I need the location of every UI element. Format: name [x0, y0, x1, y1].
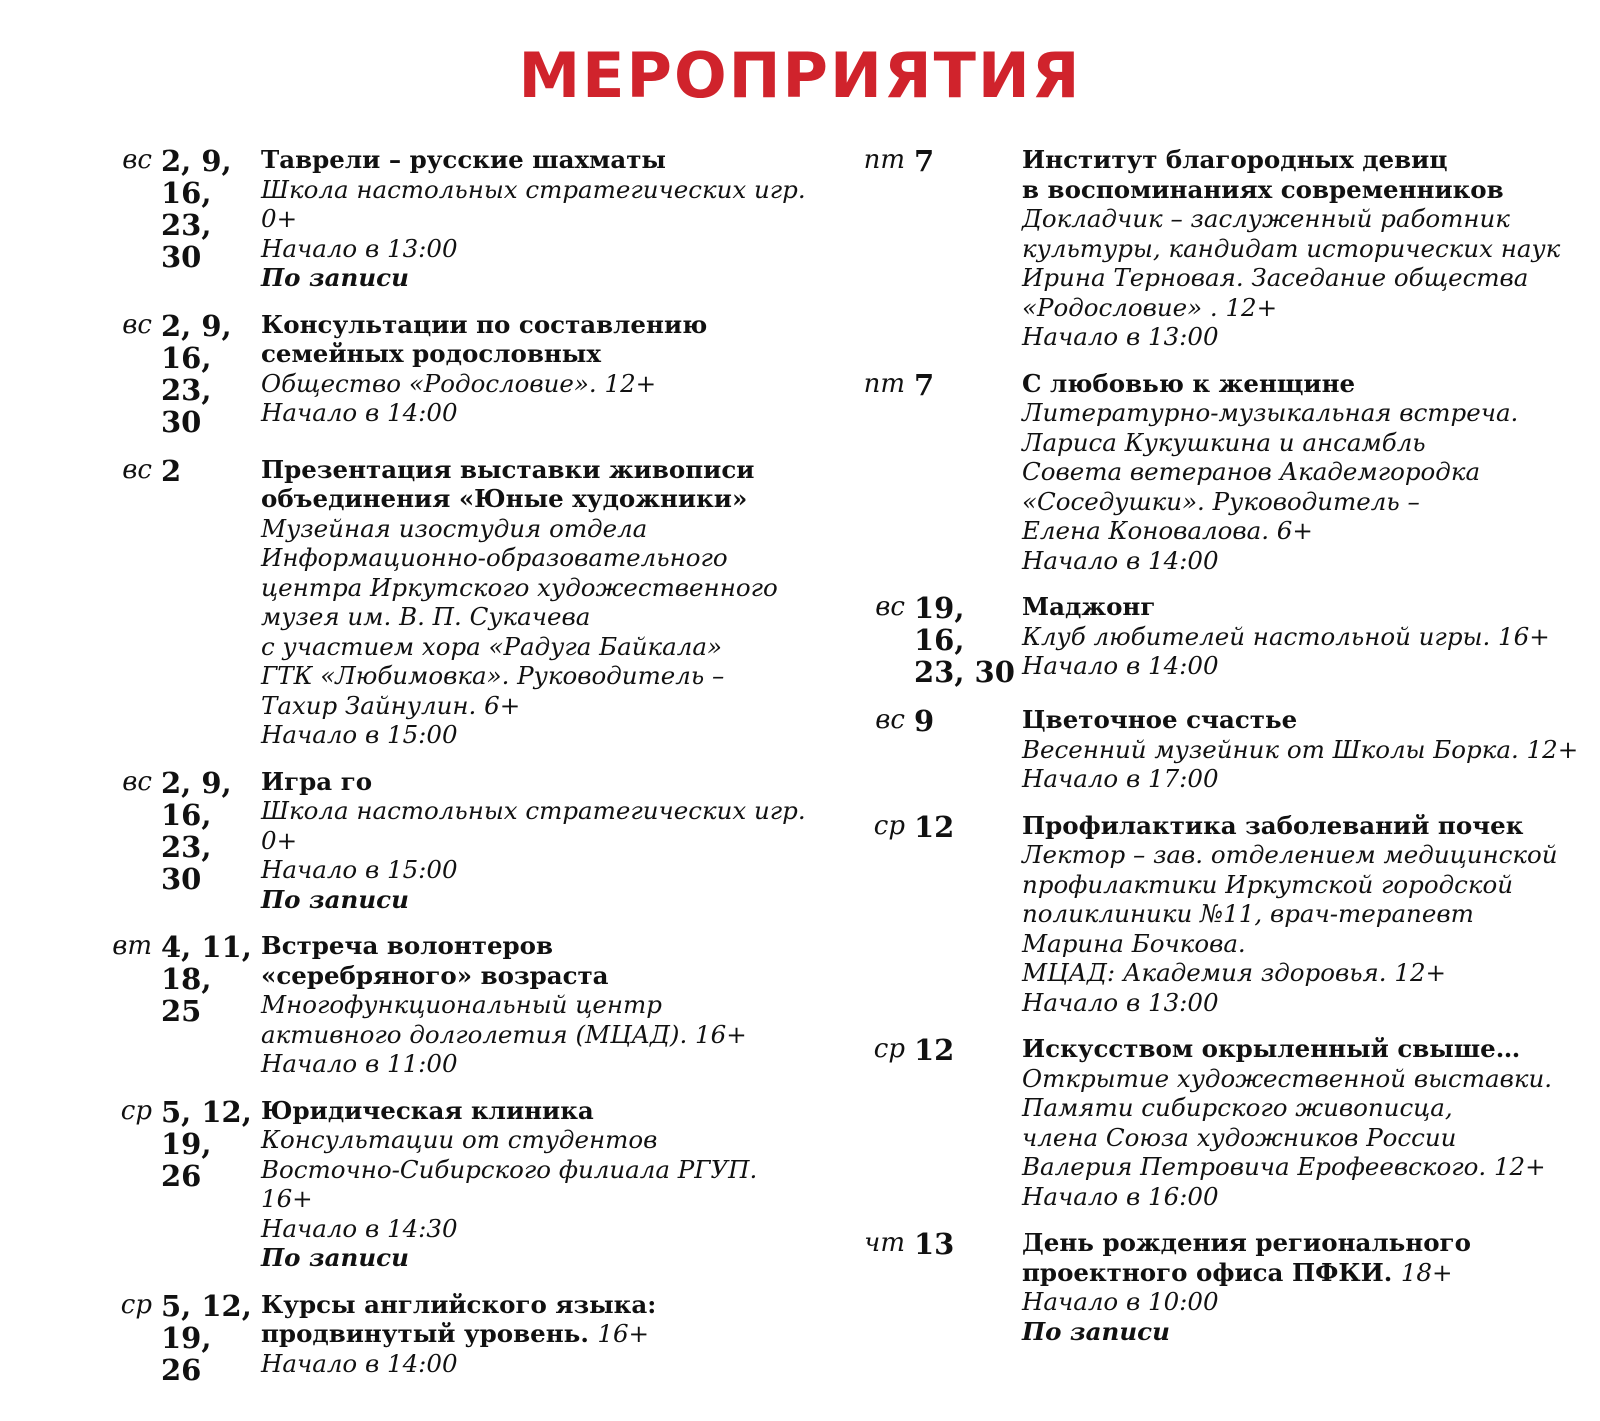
event-weekday: вс — [875, 592, 905, 622]
event-registration: По записи — [1022, 1316, 1170, 1346]
event-title — [1022, 1228, 1590, 1287]
event-weekday: ср — [120, 1095, 152, 1126]
event-weekday: вс — [875, 705, 905, 735]
event-dates: 7 — [914, 144, 935, 178]
event-dates: 9 — [914, 704, 935, 738]
event-age-rating: 16+ — [597, 1319, 650, 1348]
event-content — [261, 1096, 808, 1273]
event-description: Открытие художественной выставки. Памяти сибирского живописца, члена Союза художников России Валерия Петровича Ерофеевского. 12+ — [1022, 1063, 1553, 1181]
event-content — [1022, 811, 1590, 1018]
event-weekday: ср — [873, 810, 905, 841]
event-time: Начало в 14:00 — [261, 398, 458, 427]
event-content — [1022, 705, 1590, 794]
event-time: Начало в 14:30 — [261, 1213, 458, 1243]
event-registration: По записи — [261, 263, 409, 292]
event-title: Профилактика заболеваний почек — [1022, 810, 1524, 840]
event-item — [855, 369, 1590, 576]
event-dates: 4, 11, 18, 25 — [161, 930, 252, 1028]
event-time: Начало в 16:00 — [1022, 1181, 1219, 1211]
event-time: Начало в 13:00 — [261, 233, 458, 263]
event-description: Клуб любителей настольной игры. 16+ — [1022, 621, 1550, 651]
event-title-text: День рождения регионального проектного офиса ПФКИ. — [1022, 1228, 1471, 1287]
event-title: Презентация выставки живописи объединения «Юные художники» — [261, 454, 755, 513]
event-item — [108, 145, 808, 293]
event-content — [261, 455, 808, 750]
event-content — [261, 767, 808, 915]
event-dates: 12 — [914, 1033, 955, 1067]
event-time: Начало в 15:00 — [261, 855, 458, 884]
event-content — [261, 145, 808, 293]
event-dates: 2, 9, 16, 23, 30 — [161, 144, 232, 274]
event-dates: 5, 12, 19, 26 — [161, 1288, 252, 1387]
event-title: Институт благородных девиц в воспоминаниях современников — [1022, 145, 1504, 204]
event-content — [1022, 369, 1590, 576]
event-weekday: пт — [863, 368, 905, 399]
event-weekday: ср — [873, 1034, 905, 1064]
event-dates: 13 — [914, 1227, 955, 1261]
event-description: Докладчик – заслуженный работник культуры, кандидат исторических наук Ирина Терновая. Заседание общества «Родословие» . 12+ — [1022, 204, 1561, 322]
event-description: Музейная изостудия отдела Информационно-образовательного центра Иркутского художественного музея им. В. П. Сукачева с участием хора «Радуга Байкала» ГТК «Любимовка». Руководитель – Тахир Зайнулин. 6+ — [261, 513, 778, 720]
event-content — [1022, 1034, 1590, 1211]
event-weekday: вс — [122, 766, 152, 797]
event-title: Таврели – русские шахматы — [261, 145, 666, 174]
event-item — [108, 931, 808, 1079]
event-dates: 5, 12, 19, 26 — [161, 1094, 252, 1193]
right-column — [855, 145, 1590, 1363]
event-title: Искусством окрыленный свыше… — [1022, 1034, 1521, 1063]
event-title: Цветочное счастье — [1022, 705, 1298, 734]
event-registration: По записи — [261, 1243, 409, 1272]
event-description: Консультации от студентов Восточно-Сибирского филиала РГУП. 16+ — [261, 1125, 758, 1213]
event-title: Юридическая клиника — [261, 1095, 594, 1125]
event-time: Начало в 15:00 — [261, 720, 458, 749]
event-content — [1022, 592, 1590, 688]
event-title: С любовью к женщине — [1022, 368, 1356, 398]
event-content — [261, 931, 808, 1079]
event-content — [261, 310, 808, 438]
event-weekday: ср — [120, 1289, 152, 1320]
event-title-text: Курсы английского языка: продвинутый уровень. — [261, 1289, 657, 1348]
event-item — [108, 1290, 808, 1386]
event-item — [855, 1228, 1590, 1346]
event-description: Школа настольных стратегических игр. 0+ — [261, 796, 806, 855]
event-description: Общество «Родословие». 12+ — [261, 368, 657, 398]
event-weekday: вт — [112, 931, 152, 961]
event-description: Лектор – зав. отделением медицинской профилактики Иркутской городской поликлиники №11, врач-терапевт Марина Бочкова. МЦАД: Академия здоровья. 12+ — [1022, 840, 1558, 987]
event-age-rating: 18+ — [1400, 1257, 1453, 1287]
event-item — [855, 145, 1590, 352]
event-weekday: вс — [122, 309, 152, 340]
event-dates: 2, 9, 16, 23, 30 — [161, 765, 232, 896]
event-dates: 2, 9, 16, 23, 30 — [161, 308, 232, 439]
event-item — [855, 1034, 1590, 1211]
event-description: Литературно-музыкальная встреча. Лариса Кукушкина и ансамбль Совета ветеранов Академгородка «Соседушки». Руководитель – Елена Коновалова. 6+ — [1022, 398, 1519, 545]
event-item — [855, 705, 1590, 794]
event-item — [108, 767, 808, 915]
event-dates: 12 — [914, 809, 955, 844]
event-item — [855, 592, 1590, 688]
event-title: Консультации по составлению семейных родословных — [261, 309, 708, 368]
event-time: Начало в 13:00 — [1022, 987, 1219, 1017]
event-title — [261, 1290, 808, 1349]
event-item — [108, 1096, 808, 1273]
page-title: МЕРОПРИЯТИЯ — [518, 39, 1082, 112]
event-time: Начало в 14:00 — [261, 1348, 458, 1378]
event-time: Начало в 10:00 — [1022, 1287, 1219, 1316]
event-weekday: чт — [864, 1228, 905, 1258]
event-dates: 19, 16, 23, 30 — [914, 591, 1015, 689]
event-time: Начало в 13:00 — [1022, 322, 1219, 351]
event-time: Начало в 17:00 — [1022, 764, 1219, 793]
event-content — [1022, 145, 1590, 352]
left-column — [108, 145, 808, 1403]
event-registration: По записи — [261, 884, 409, 914]
event-time: Начало в 14:00 — [1022, 651, 1219, 680]
event-description: Школа настольных стратегических игр. 0+ — [261, 174, 806, 233]
event-time: Начало в 11:00 — [261, 1049, 458, 1078]
event-time: Начало в 14:00 — [1022, 545, 1219, 575]
event-dates: 7 — [914, 367, 935, 402]
event-title: Встреча волонтеров «серебряного» возраста — [261, 931, 609, 990]
event-title: Игра го — [261, 766, 373, 796]
event-weekday: вс — [122, 145, 152, 175]
event-item — [855, 811, 1590, 1018]
event-dates: 2 — [161, 453, 182, 488]
event-weekday: вс — [122, 454, 152, 485]
event-title: Маджонг — [1022, 592, 1156, 621]
event-item — [108, 455, 808, 750]
event-weekday: пт — [863, 145, 905, 175]
event-description: Весенний музейник от Школы Борка. 12+ — [1022, 734, 1579, 764]
event-content — [261, 1290, 808, 1386]
event-content — [1022, 1228, 1590, 1346]
event-item — [108, 310, 808, 438]
event-description: Многофункциональный центр активного долголетия (МЦАД). 16+ — [261, 990, 747, 1049]
